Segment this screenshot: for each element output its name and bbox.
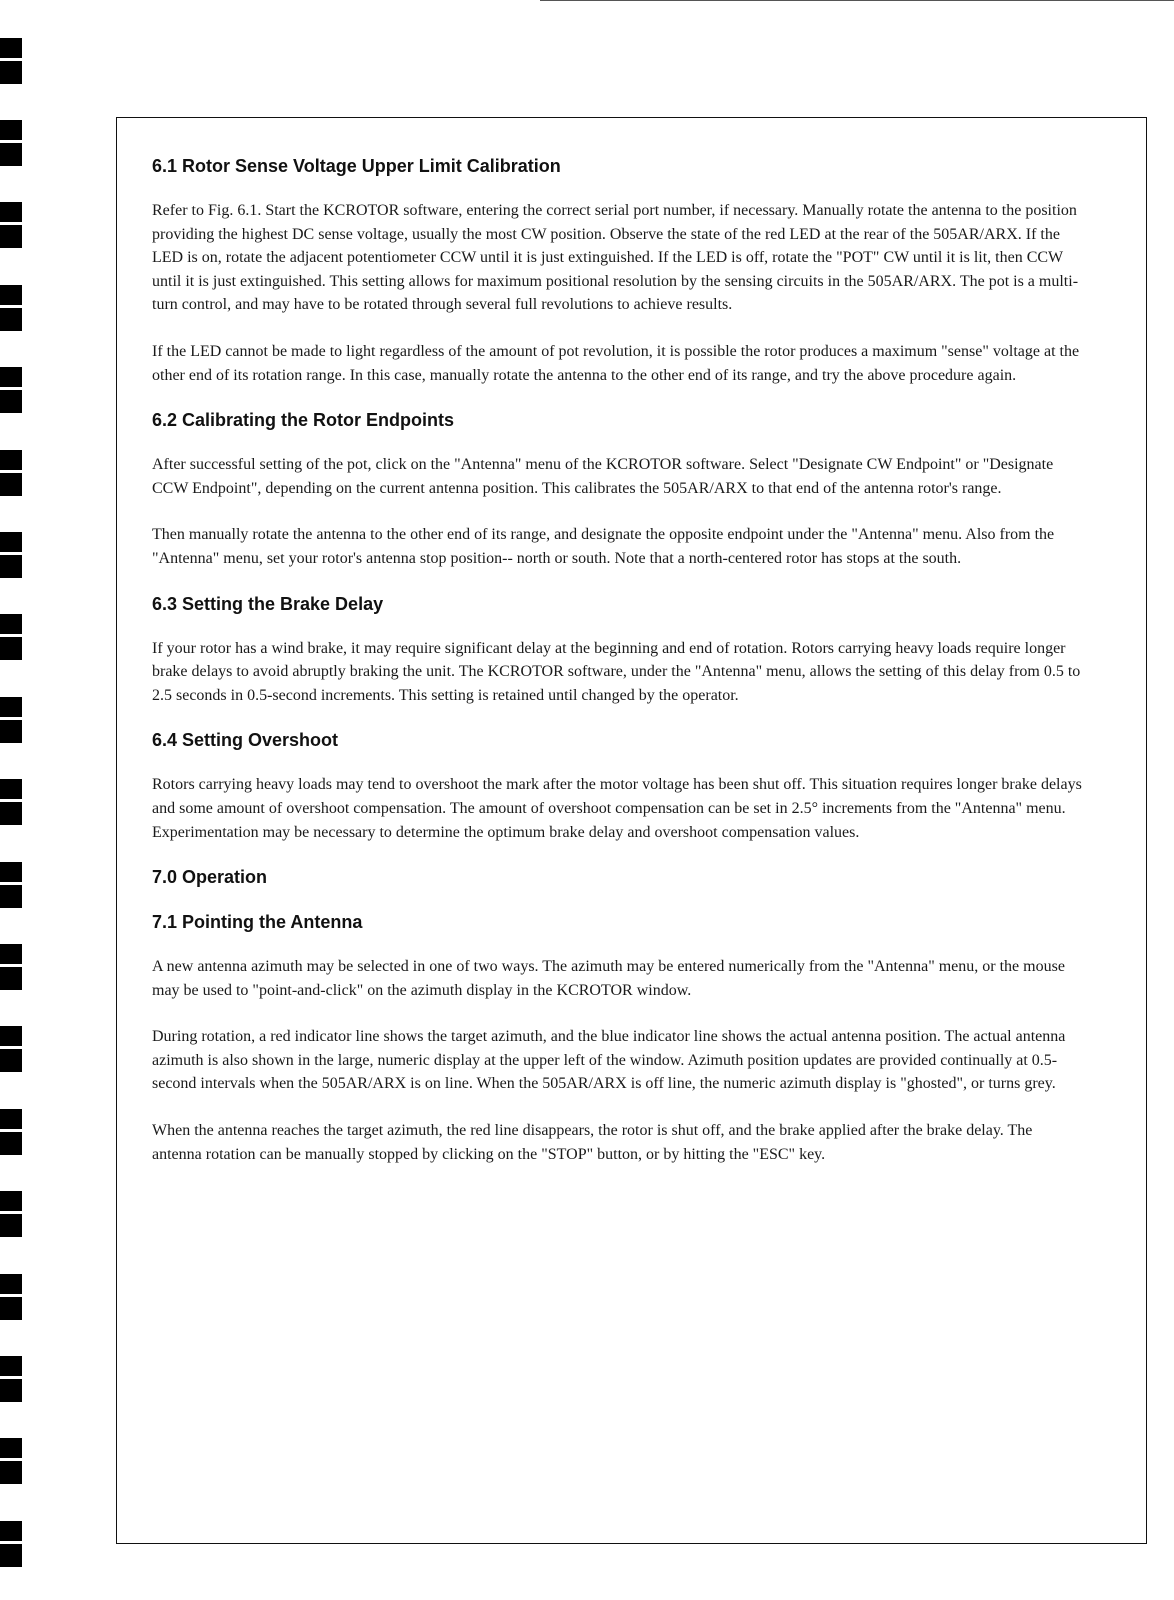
section-heading-6-1: 6.1 Rotor Sense Voltage Upper Limit Calibration (152, 156, 561, 176)
binding-mark (0, 614, 22, 660)
binding-mark (0, 779, 22, 825)
binding-mark (0, 532, 22, 578)
binding-mark (0, 285, 22, 331)
paragraph: When the antenna reaches the target azimuth, the red line disappears, the rotor is shut off, and the brake applied after the brake delay. The antenna rotation can be manually stopped by clicking on the "STOP" button, or by hitting the "ESC" key. (152, 1122, 1033, 1163)
section-heading-7-1: 7.1 Pointing the Antenna (152, 912, 363, 933)
section-heading-6-3: 6.3 Setting the Brake Delay (152, 593, 384, 614)
binding-mark (0, 1274, 22, 1320)
binding-mark (0, 944, 22, 990)
binding-mark (0, 697, 22, 743)
binding-mark (0, 1356, 22, 1402)
binding-mark (0, 202, 22, 248)
binding-mark (0, 862, 22, 908)
paragraph: After successful setting of the pot, click on the "Antenna" menu of the KCROTOR software. Select "Designate CW Endpoint" or "Designate CCW Endpoint", depending on the current antenna position. This calibrates the 505AR/ARX to that end of the antenna rotor's range. (152, 456, 1054, 497)
paragraph: If the LED cannot be made to light regardless of the amount of pot revolution, it is possible the rotor produces a maximum "sense" voltage at the other end of its rotation range. In this case, manually rotate the antenna to the other end of its range, and try the above procedure again. (152, 342, 1080, 384)
section-heading-6-2: 6.2 Calibrating the Rotor Endpoints (152, 410, 455, 431)
binding-mark (0, 1521, 22, 1567)
section-heading-6-4: 6.4 Setting Overshoot (152, 730, 339, 751)
binding-mark (0, 120, 22, 166)
binding-mark (0, 450, 22, 496)
paragraph: During rotation, a red indicator line shows the target azimuth, and the blue indicator line shows the actual antenna position. The actual antenna azimuth is also shown in the large, numeric display at the upper left of the window. Azimuth position updates are provided continually at 0.5-second intervals when the 505AR/ARX is on line. When the 505AR/ARX is off line, the numeric azimuth display is "ghosted", or turns grey. (152, 1028, 1066, 1093)
binding-mark (0, 367, 22, 413)
binding-mark (0, 1109, 22, 1155)
paragraph: Rotors carrying heavy loads may tend to overshoot the mark after the motor voltage has been shut off. This situation requires longer brake delays and some amount of overshoot compensation. The amount of overshoot compensation can be set in 2.5° increments from the "Antenna" menu. Experimentation may be necessary to determine the optimum brake delay and overshoot compensation values. (152, 776, 1082, 841)
binding-mark (0, 1438, 22, 1484)
paragraph: If your rotor has a wind brake, it may require significant delay at the beginning and end of rotation. Rotors carrying heavy loads require longer brake delays to avoid abruptly braking the unit. The KCROTOR software, under the "Antenna" menu, allows the setting of this delay from 0.5 to 2.5 seconds in 0.5-second increments. This setting is retained until changed by the operator. (152, 639, 1081, 704)
paragraph: Refer to Fig. 6.1. Start the KCROTOR software, entering the correct serial port number, if necessary. Manually rotate the antenna to the position providing the highest DC sense voltage, usually the most CW position. Observe the state of the red LED at the rear of the 505AR/ARX. If the LED is on, rotate the adjacent potentiometer CCW until it is just extinguished. If the LED is off, rotate the "POT" CW until it is lit, then CCW until it is just extinguished. This setting allows for maximum positional resolution by the sensing circuits in the 505AR/ARX. The pot is a multi-turn control, and may have to be rotated through several full revolutions to achieve results. (152, 202, 1079, 314)
document-body (152, 154, 1082, 1166)
binding-mark (0, 38, 22, 84)
binding-mark (0, 1026, 22, 1072)
section-heading-7-0: 7.0 Operation (152, 867, 268, 888)
paragraph: Then manually rotate the antenna to the other end of its range, and designate the opposite endpoint under the "Antenna" menu. Also from the "Antenna" menu, set your rotor's antenna stop position-- north or south. Note that a north-centered rotor has stops at the south. (152, 526, 1055, 567)
paragraph: A new antenna azimuth may be selected in one of two ways. The azimuth may be entered numerically from the "Antenna" menu, or the mouse may be used to "point-and-click" on the azimuth display in the KCROTOR window. (152, 958, 1065, 999)
top-rule (540, 0, 1174, 1)
binding-mark (0, 1191, 22, 1237)
binding-marks (0, 0, 26, 1600)
